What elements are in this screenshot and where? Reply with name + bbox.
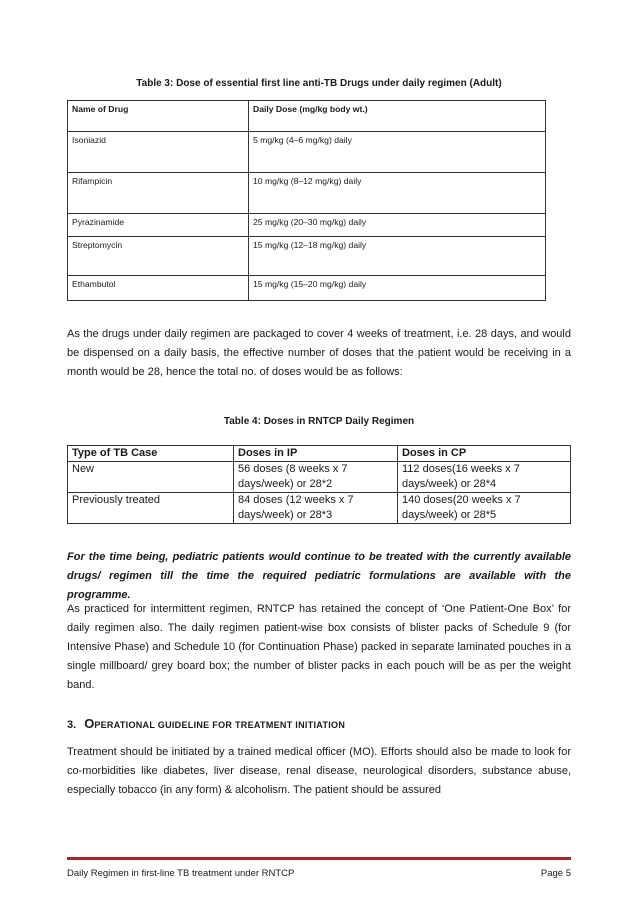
dose-cell: 10 mg/kg (8–12 mg/kg) daily	[249, 173, 546, 214]
header-daily-dose: Daily Dose (mg/kg body wt.)	[249, 101, 546, 132]
cp-doses-cell	[398, 462, 571, 493]
regimen-doses-table	[67, 445, 571, 524]
section-title-rest: PERATIONAL GUIDELINE FOR TREATMENT INITIATION	[94, 720, 346, 730]
cp-doses-line2: days/week) or 28*4	[402, 478, 497, 490]
table3-caption: Table 3: Dose of essential first line anti-TB Drugs under daily regimen (Adult)	[136, 78, 502, 89]
cp-doses-line2: days/week) or 28*5	[402, 509, 497, 521]
table4-caption: Table 4: Doses in RNTCP Daily Regimen	[223, 416, 415, 427]
header-type-of-tb-case: Type of TB Case	[68, 446, 234, 462]
ip-doses-line1: 84 doses (12 weeks x 7	[238, 494, 354, 506]
paragraph-patient-box: As practiced for intermittent regimen, RNTCP has retained the concept of ‘One Patient-One Box’ for daily regimen also. The daily regimen patient-wise box consists of blister packs of Schedule 9 (for Intensive Phase) and Schedule 10 (for Continuation Phase) packed in separate laminated pouches in a single millboard/ grey board box; the number of blister packs in each pouch will be as per the weight band.	[67, 603, 571, 691]
cp-doses-line1: 112 doses(16 weeks x 7	[402, 463, 520, 475]
table-header-row	[68, 101, 546, 132]
ip-doses-line1: 56 doses (8 weeks x 7	[238, 463, 348, 475]
paragraph-pediatric-note: For the time being, pediatric patients would continue to be treated with the currently available drugs/ regimen till the time the required pediatric formulations are available with the programme.	[67, 551, 571, 601]
dose-cell: 15 mg/kg (12–18 mg/kg) daily	[249, 237, 546, 276]
drug-name-cell: Streptomycin	[68, 237, 249, 276]
dose-cell: 5 mg/kg (4–6 mg/kg) daily	[249, 132, 546, 173]
cp-doses-cell	[398, 493, 571, 524]
header-name-of-drug: Name of Drug	[68, 101, 249, 132]
ip-doses-cell	[234, 462, 398, 493]
dose-cell: 25 mg/kg (20–30 mg/kg) daily	[249, 214, 546, 237]
case-type-cell: Previously treated	[68, 493, 234, 524]
drug-name-cell: Rifampicin	[68, 173, 249, 214]
paragraph-treatment-initiation: Treatment should be initiated by a trained medical officer (MO). Efforts should also be made to look for co-morbidities like diabetes, liver disease, renal disease, neurological disorders, substance abuse, especially tobacco (in any form) & alcoholism. The patient should be assured	[67, 746, 571, 796]
section-heading	[67, 716, 345, 731]
cp-doses-line1: 140 doses(20 weeks x 7	[402, 494, 521, 506]
case-type-cell: New	[68, 462, 234, 493]
section-title-initial: O	[84, 716, 95, 731]
page-number: Page 5	[540, 868, 571, 879]
section-number: 3.	[67, 719, 77, 731]
footer-divider	[67, 857, 571, 860]
footer-title: Daily Regimen in first-line TB treatment under RNTCP	[67, 868, 295, 879]
ip-doses-line2: days/week) or 28*3	[238, 509, 333, 521]
ip-doses-line2: days/week) or 28*2	[238, 478, 333, 490]
header-doses-in-ip: Doses in IP	[234, 446, 398, 462]
table-row	[68, 132, 546, 173]
paragraph-doses-intro: As the drugs under daily regimen are packaged to cover 4 weeks of treatment, i.e. 28 days, and would be dispensed on a daily basis, the effective number of doses that the patient would be receiving in a month would be 28, hence the total no. of doses would be as follows:	[67, 328, 571, 378]
table-row	[68, 214, 546, 237]
table-header-row	[68, 446, 571, 462]
drug-name-cell: Ethambutol	[68, 276, 249, 301]
table-row	[68, 276, 546, 301]
drug-dose-table	[67, 100, 546, 301]
table-row	[68, 493, 571, 524]
drug-name-cell: Isoniazid	[68, 132, 249, 173]
table-row	[68, 237, 546, 276]
ip-doses-cell	[234, 493, 398, 524]
table-row	[68, 462, 571, 493]
drug-name-cell: Pyrazinamide	[68, 214, 249, 237]
table-row	[68, 173, 546, 214]
dose-cell: 15 mg/kg (15–20 mg/kg) daily	[249, 276, 546, 301]
header-doses-in-cp: Doses in CP	[398, 446, 571, 462]
